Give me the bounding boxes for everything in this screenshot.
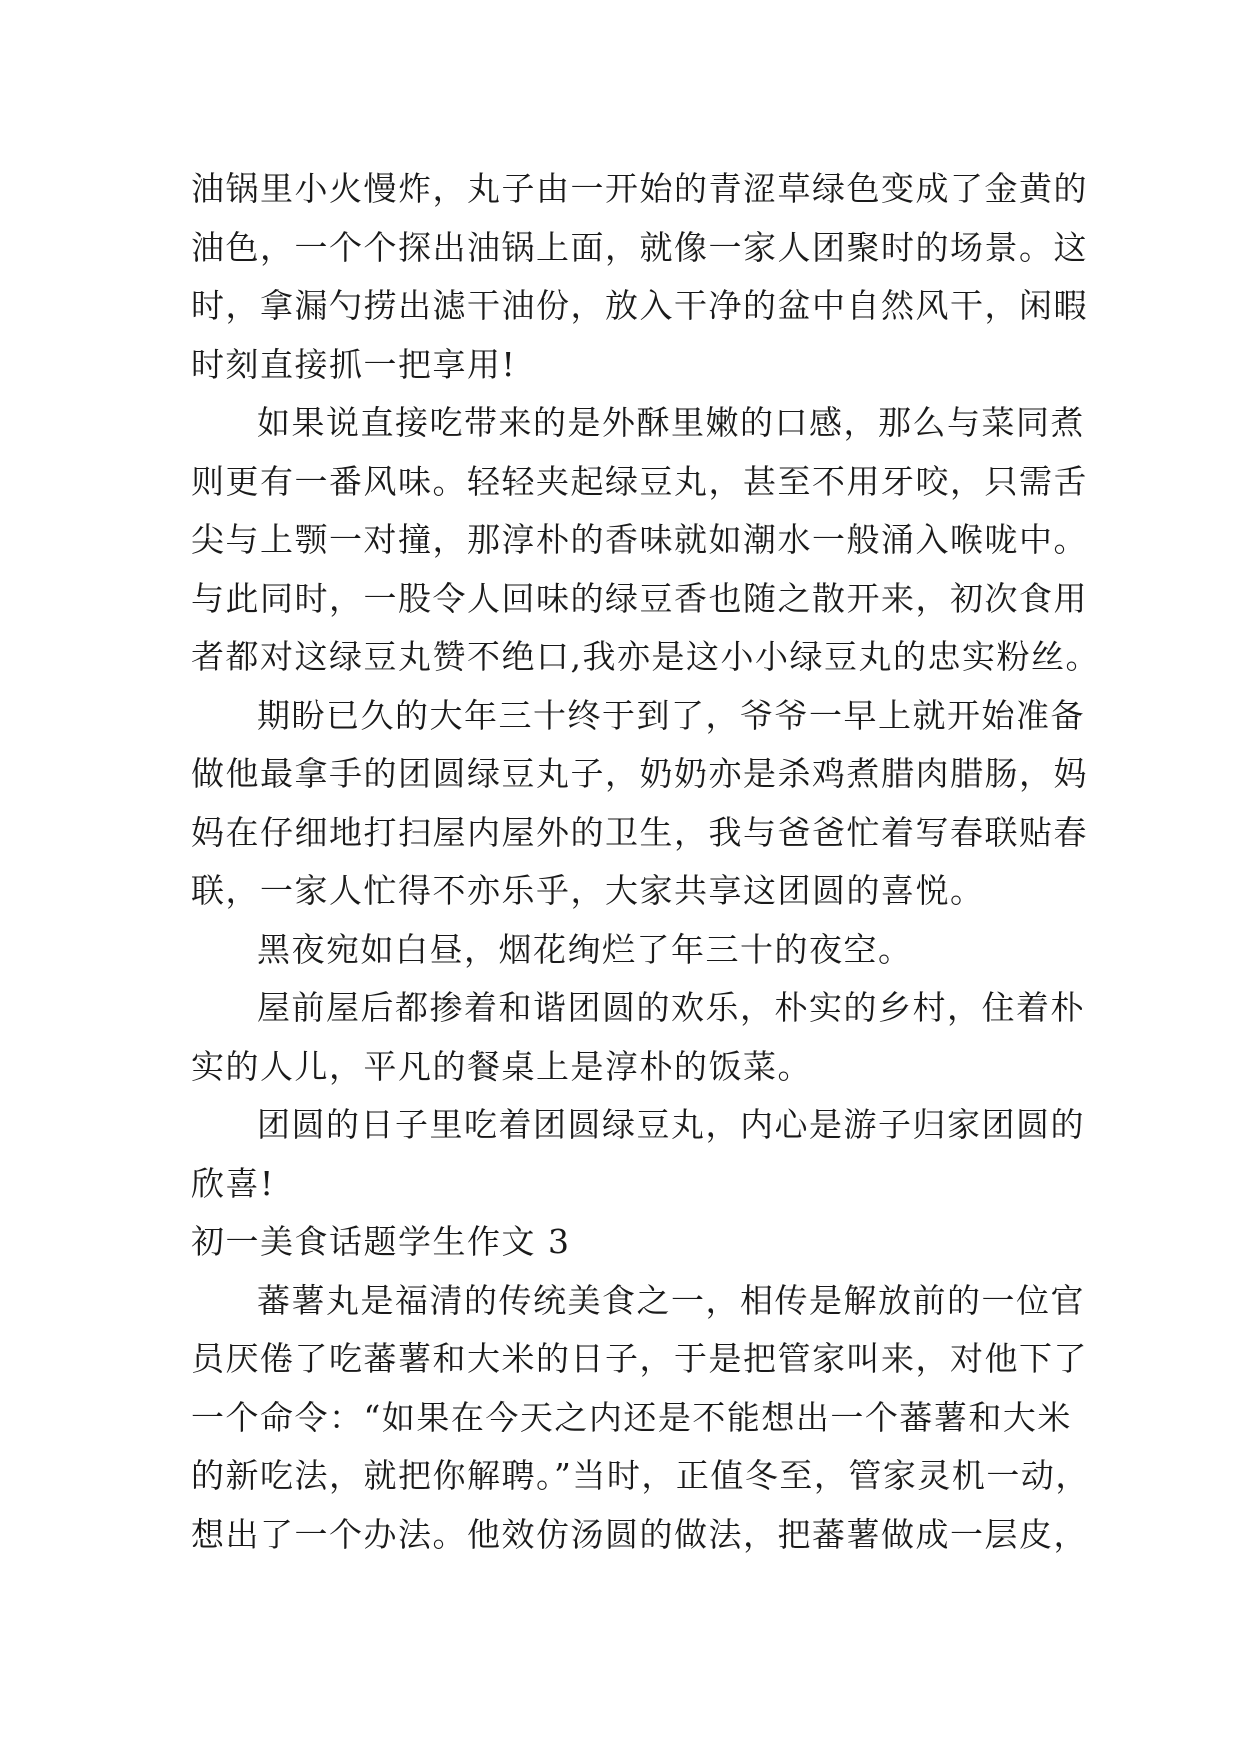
text-line: 屋前屋后都掺着和谐团圆的欢乐，朴实的乡村，住着朴: [257, 988, 1085, 1027]
text-line: 欣喜!: [191, 1163, 275, 1203]
text-line: 时刻直接抓一把享用!: [191, 344, 517, 384]
text-line: 妈在仔细地打扫屋内屋外的卫生，我与爸爸忙着写春联贴春: [191, 812, 1088, 852]
text-line: 期盼已久的大年三十终于到了，爷爷一早上就开始准备: [257, 695, 1085, 735]
text-line: 与此同时，一股令人回味的绿豆香也随之散开来，初次食用: [191, 578, 1088, 618]
text-line: 一个命令：“如果在今天之内还是不能想出一个蕃薯和大米: [191, 1397, 1072, 1437]
text-line: 尖与上颚一对撞，那淳朴的香味就如潮水一般涌入喉咙中。: [191, 520, 1088, 559]
text-line: 团圆的日子里吃着团圆绿豆丸，内心是游子归家团圆的: [257, 1105, 1085, 1144]
text-line: 做他最拿手的团圆绿豆丸子，奶奶亦是杀鸡煮腊肉腊肠，妈: [191, 754, 1088, 793]
text-line: 蕃薯丸是福清的传统美食之一，相传是解放前的一位官: [257, 1280, 1085, 1320]
text-line: 想出了一个办法。他效仿汤圆的做法，把蕃薯做成一层皮，: [191, 1514, 1088, 1554]
text-line: 的新吃法，就把你解聘。”当时，正值冬至，管家灵机一动，: [191, 1456, 1090, 1495]
text-line: 初一美食话题学生作文 3: [191, 1222, 571, 1261]
text-line: 如果说直接吃带来的是外酥里嫩的口感，那么与菜同煮: [257, 403, 1085, 442]
text-line: 时，拿漏勺捞出滤干油份，放入干净的盆中自然风干，闲暇: [191, 286, 1088, 325]
text-line: 者都对这绿豆丸赞不绝口,我亦是这小小绿豆丸的忠实粉丝。: [191, 637, 1100, 676]
text-line: 实的人儿，平凡的餐桌上是淳朴的饭菜。: [191, 1046, 812, 1086]
text-line: 黑夜宛如白昼，烟花绚烂了年三十的夜空。: [257, 929, 913, 969]
text-line: 联，一家人忙得不亦乐乎，大家共享这团圆的喜悦。: [191, 871, 985, 910]
text-line: 油色，一个个探出油锅上面，就像一家人团聚时的场景。这: [191, 227, 1088, 267]
text-line: 油锅里小火慢炸，丸子由一开始的青涩草绿色变成了金黄的: [191, 169, 1088, 208]
text-line: 员厌倦了吃蕃薯和大米的日子，于是把管家叫来，对他下了: [191, 1339, 1088, 1378]
text-line: 则更有一番风味。轻轻夹起绿豆丸，甚至不用牙咬，只需舌: [191, 461, 1088, 501]
document-body: [191, 160, 1100, 1564]
